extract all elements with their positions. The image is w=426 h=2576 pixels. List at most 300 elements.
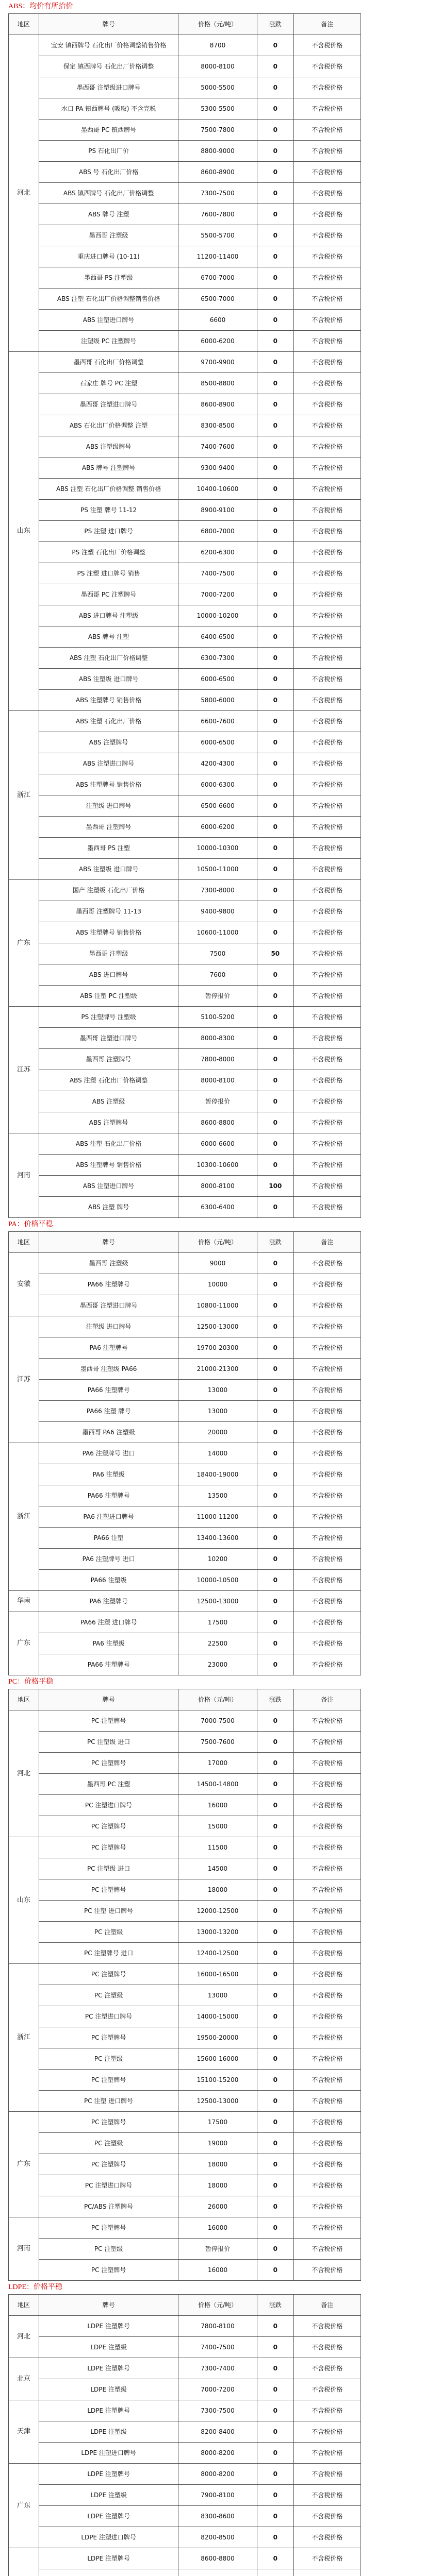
change-cell: 0: [257, 2239, 293, 2260]
price-cell: 23000: [178, 1654, 257, 1675]
note-cell: 不含税价格: [293, 648, 361, 669]
change-cell: 0: [257, 98, 293, 120]
note-cell: 不含税价格: [293, 1795, 361, 1816]
product-cell: ABS 注塑牌号 销售价格: [39, 774, 178, 795]
price-cell: 8500-8800: [178, 373, 257, 394]
note-cell: 不含税价格: [293, 2464, 361, 2485]
product-cell: PC 注塑牌号: [39, 2112, 178, 2133]
table-row: [9, 1070, 361, 1091]
change-cell: 0: [257, 2400, 293, 2421]
table-row: [9, 1901, 361, 1922]
note-cell: 不含税价格: [293, 859, 361, 880]
note-cell: 不含税价格: [293, 1816, 361, 1837]
note-cell: 不含税价格: [293, 2337, 361, 2358]
note-cell: 不含税价格: [293, 774, 361, 795]
section: [0, 0, 426, 1218]
price-cell: 12000-12500: [178, 1901, 257, 1922]
note-cell: 不含税价格: [293, 2196, 361, 2217]
change-cell: 0: [257, 162, 293, 183]
product-cell: PA66 注塑: [39, 1528, 178, 1549]
product-cell: PC 注塑牌号: [39, 1964, 178, 1985]
product-cell: PC 注塑级: [39, 1922, 178, 1943]
change-cell: 0: [257, 774, 293, 795]
product-cell: PS 注塑 石化出厂价格调整: [39, 542, 178, 563]
product-cell: PC 注塑级: [39, 1985, 178, 2006]
note-cell: 不含税价格: [293, 1858, 361, 1879]
change-cell: 0: [257, 373, 293, 394]
change-cell: 0: [257, 648, 293, 669]
price-cell: 20000: [178, 1422, 257, 1443]
product-cell: 保定 镇西牌号 石化出厂价格调整: [39, 56, 178, 77]
note-cell: 不含税价格: [293, 35, 361, 56]
section: [0, 1675, 426, 2281]
change-cell: 0: [257, 246, 293, 267]
price-table: [8, 2294, 361, 2576]
note-cell: 不含税价格: [293, 1464, 361, 1485]
column-header-product: 牌号: [39, 14, 178, 35]
product-cell: PS 石化出厂价: [39, 141, 178, 162]
table-row: [9, 1528, 361, 1549]
table-row: [9, 310, 361, 331]
price-cell: 6300-6400: [178, 1197, 257, 1218]
section: [0, 2281, 426, 2576]
note-cell: 不含税价格: [293, 500, 361, 521]
change-cell: 0: [257, 922, 293, 943]
note-cell: 不含税价格: [293, 1485, 361, 1506]
table-row: [9, 2337, 361, 2358]
price-cell: 8600-8800: [178, 1112, 257, 1133]
note-cell: 不含税价格: [293, 373, 361, 394]
table-row: [9, 1091, 361, 1112]
note-cell: 不含税价格: [293, 542, 361, 563]
price-cell: 8000-8100: [178, 56, 257, 77]
product-cell: PC 注塑牌号: [39, 2260, 178, 2281]
product-cell: ABS 注塑进口牌号: [39, 1176, 178, 1197]
column-header-change: 涨跌: [257, 2295, 293, 2316]
product-cell: PC 注塑进口牌号: [39, 2175, 178, 2196]
change-cell: 0: [257, 35, 293, 56]
note-cell: 不含税价格: [293, 584, 361, 605]
column-header-product: 牌号: [39, 1689, 178, 1710]
product-cell: PC 注塑牌号: [39, 1710, 178, 1732]
product-cell: ABS 牌号 注塑: [39, 204, 178, 225]
product-cell: ABS 进口牌号 注塑级: [39, 605, 178, 626]
product-cell: LDPE 注塑进口牌号: [39, 2443, 178, 2464]
price-cell: 10000-10300: [178, 838, 257, 859]
table-row: [9, 1028, 361, 1049]
price-cell: 26000: [178, 2196, 257, 2217]
product-cell: ABS 注塑进口牌号: [39, 310, 178, 331]
change-cell: 0: [257, 2527, 293, 2548]
column-header-note: 备注: [293, 1689, 361, 1710]
product-cell: PC 注塑级: [39, 2239, 178, 2260]
product-cell: 重庆进口牌号 (10-11): [39, 246, 178, 267]
table-row: [9, 669, 361, 690]
table-row: [9, 1879, 361, 1901]
table-row: [9, 204, 361, 225]
price-cell: 19500-20000: [178, 2027, 257, 2048]
note-cell: 不含税价格: [293, 1443, 361, 1464]
product-cell: 注塑级 PC 注塑牌号: [39, 331, 178, 352]
change-cell: 0: [257, 1316, 293, 1337]
change-cell: 0: [257, 1858, 293, 1879]
change-cell: 0: [257, 859, 293, 880]
product-cell: PA6 注塑级: [39, 1633, 178, 1654]
price-cell: 8200-8400: [178, 2421, 257, 2443]
table-row: [9, 373, 361, 394]
price-cell: 6300-7300: [178, 648, 257, 669]
product-cell: PC 注塑牌号: [39, 2027, 178, 2048]
price-cell: 17500: [178, 2112, 257, 2133]
note-cell: 不含税价格: [293, 1337, 361, 1359]
product-cell: ABS 注塑 石化出厂价格: [39, 711, 178, 732]
price-cell: 21000-21300: [178, 1359, 257, 1380]
note-cell: 不含税价格: [293, 986, 361, 1007]
note-cell: 不含税价格: [293, 1753, 361, 1774]
price-cell: 9000: [178, 1253, 257, 1274]
section: [0, 1218, 426, 1675]
table-row: [9, 690, 361, 711]
note-cell: 不含税价格: [293, 457, 361, 479]
table-row: [9, 2485, 361, 2506]
note-cell: 不含税价格: [293, 394, 361, 415]
product-cell: 墨西哥 注塑级进口牌号: [39, 77, 178, 98]
table-row: [9, 141, 361, 162]
table-row: [9, 2112, 361, 2133]
table-row: [9, 1485, 361, 1506]
price-cell: 18000: [178, 2154, 257, 2175]
table-row: [9, 2443, 361, 2464]
change-cell: 0: [257, 500, 293, 521]
region-cell: 江苏: [9, 1316, 39, 1443]
product-cell: LDPE 注塑级: [39, 2337, 178, 2358]
product-cell: ABS 注塑 牌号: [39, 1197, 178, 1218]
table-row: [9, 183, 361, 204]
change-cell: 0: [257, 1197, 293, 1218]
note-cell: 不含税价格: [293, 120, 361, 141]
product-cell: PA66 注塑牌号: [39, 1380, 178, 1401]
change-cell: 0: [257, 1380, 293, 1401]
price-cell: 14000: [178, 1443, 257, 1464]
table-row: [9, 1710, 361, 1732]
note-cell: 不含税价格: [293, 225, 361, 246]
product-cell: 墨西哥 注塑牌号 11-13: [39, 901, 178, 922]
price-cell: 6000-6600: [178, 1133, 257, 1155]
note-cell: 不含税价格: [293, 605, 361, 626]
price-cell: 7500-7600: [178, 1732, 257, 1753]
column-header-price: 价格（元/吨）: [178, 2295, 257, 2316]
product-cell: LDPE 注塑级: [39, 2379, 178, 2400]
note-cell: 不含税价格: [293, 1295, 361, 1316]
note-cell: 不含税价格: [293, 267, 361, 289]
note-cell: 不含税价格: [293, 77, 361, 98]
note-cell: 不含税价格: [293, 2379, 361, 2400]
price-cell: 7400-7500: [178, 563, 257, 584]
note-cell: 不含税价格: [293, 1654, 361, 1675]
price-cell: 7500-7800: [178, 120, 257, 141]
table-row: [9, 1943, 361, 1964]
table-row: [9, 880, 361, 901]
product-cell: ABS 号 石化出厂价格: [39, 162, 178, 183]
price-cell: 10000-10500: [178, 1570, 257, 1591]
product-cell: PS 注塑牌号 注塑级: [39, 1007, 178, 1028]
product-cell: [39, 2569, 178, 2576]
region-cell: 浙江: [9, 711, 39, 880]
table-row: [9, 964, 361, 986]
product-cell: 墨西哥 注塑进口牌号: [39, 1295, 178, 1316]
column-header-product: 牌号: [39, 1232, 178, 1253]
change-cell: 0: [257, 1654, 293, 1675]
price-cell: 11000-11200: [178, 1506, 257, 1528]
price-cell: 8800-9000: [178, 141, 257, 162]
product-cell: ABS 注塑牌号 销售价格: [39, 922, 178, 943]
change-cell: 0: [257, 1795, 293, 1816]
note-cell: 不含税价格: [293, 436, 361, 457]
table-row: [9, 922, 361, 943]
table-row: [9, 479, 361, 500]
price-cell: 7300-8000: [178, 880, 257, 901]
column-header-price: 价格（元/吨）: [178, 1232, 257, 1253]
note-cell: 不含税价格: [293, 2548, 361, 2569]
table-row: [9, 605, 361, 626]
change-cell: 0: [257, 1922, 293, 1943]
product-cell: PA6 注塑牌号: [39, 1591, 178, 1612]
product-cell: LDPE 注塑牌号: [39, 2506, 178, 2527]
change-cell: 0: [257, 1464, 293, 1485]
change-cell: 0: [257, 457, 293, 479]
section-title: LDPE：价格平稳: [8, 2283, 62, 2291]
price-cell: 22500: [178, 1633, 257, 1654]
change-cell: 0: [257, 2337, 293, 2358]
table-row: [9, 352, 361, 373]
note-cell: 不含税价格: [293, 331, 361, 352]
note-cell: 不含税价格: [293, 1007, 361, 1028]
change-cell: 0: [257, 1837, 293, 1858]
note-cell: 不含税价格: [293, 1049, 361, 1070]
product-cell: PC 注塑牌号: [39, 1879, 178, 1901]
product-cell: PS 注塑 进口牌号 销售: [39, 563, 178, 584]
product-cell: PC 注塑级: [39, 2133, 178, 2154]
change-cell: 0: [257, 901, 293, 922]
change-cell: 0: [257, 2485, 293, 2506]
note-cell: [293, 2569, 361, 2576]
change-cell: 0: [257, 2027, 293, 2048]
region-cell: 浙江: [9, 1964, 39, 2112]
change-cell: 0: [257, 1774, 293, 1795]
table-row: [9, 289, 361, 310]
table-row: [9, 331, 361, 352]
price-cell: 17500: [178, 1612, 257, 1633]
product-cell: LDPE 注塑牌号: [39, 2316, 178, 2337]
price-cell: 14500: [178, 1858, 257, 1879]
table-row: [9, 1112, 361, 1133]
product-cell: 墨西哥 注塑级: [39, 943, 178, 964]
change-cell: 0: [257, 1710, 293, 1732]
product-cell: PC 注塑进口牌号: [39, 2006, 178, 2027]
price-cell: 8300-8500: [178, 415, 257, 436]
note-cell: 不含税价格: [293, 289, 361, 310]
table-row: [9, 394, 361, 415]
table-row: [9, 2027, 361, 2048]
table-row: [9, 2506, 361, 2527]
product-cell: 墨西哥 PC 注塑牌号: [39, 584, 178, 605]
product-cell: PC 注塑 进口牌号: [39, 1901, 178, 1922]
change-cell: 0: [257, 436, 293, 457]
change-cell: 0: [257, 2421, 293, 2443]
price-cell: 6200-6300: [178, 542, 257, 563]
table-row: [9, 1816, 361, 1837]
price-cell: 13000: [178, 1985, 257, 2006]
product-cell: ABS 注塑牌号 销售价格: [39, 690, 178, 711]
table-row: [9, 753, 361, 774]
product-cell: LDPE 注塑牌号: [39, 2400, 178, 2421]
change-cell: 0: [257, 1070, 293, 1091]
price-cell: 暂停报价: [178, 986, 257, 1007]
price-cell: 16000: [178, 1795, 257, 1816]
note-cell: 不含税价格: [293, 1612, 361, 1633]
product-cell: 水口 PA 镇西牌号 (吸取) 不含完税: [39, 98, 178, 120]
product-cell: PC 注塑 进口牌号: [39, 2091, 178, 2112]
note-cell: 不含税价格: [293, 1985, 361, 2006]
change-cell: 0: [257, 669, 293, 690]
note-cell: 不含税价格: [293, 1837, 361, 1858]
price-cell: 13000-13200: [178, 1922, 257, 1943]
note-cell: 不含税价格: [293, 563, 361, 584]
region-cell: 河南: [9, 2217, 39, 2281]
note-cell: 不含税价格: [293, 1253, 361, 1274]
note-cell: 不含税价格: [293, 98, 361, 120]
table-row: [9, 1443, 361, 1464]
product-cell: PA66 注塑牌号: [39, 1654, 178, 1675]
table-row: [9, 626, 361, 648]
product-cell: PC 注塑牌号: [39, 1816, 178, 1837]
price-cell: 8600-8800: [178, 2548, 257, 2569]
product-cell: PC 注塑牌号: [39, 2154, 178, 2175]
note-cell: 不含税价格: [293, 2133, 361, 2154]
change-cell: 0: [257, 310, 293, 331]
section-title: PA：价格平稳: [8, 1221, 53, 1228]
column-header-region: 地区: [9, 2295, 39, 2316]
table-row: [9, 838, 361, 859]
note-cell: 不含税价格: [293, 2485, 361, 2506]
change-cell: 0: [257, 2316, 293, 2337]
change-cell: 0: [257, 1359, 293, 1380]
table-row: [9, 1591, 361, 1612]
change-cell: 0: [257, 2464, 293, 2485]
note-cell: 不含税价格: [293, 1506, 361, 1528]
change-cell: 0: [257, 1485, 293, 1506]
table-row: [9, 986, 361, 1007]
region-cell: 安徽: [9, 1253, 39, 1316]
note-cell: 不含税价格: [293, 2506, 361, 2527]
price-cell: 5000-5500: [178, 77, 257, 98]
table-row: [9, 1774, 361, 1795]
price-cell: 6500-7000: [178, 289, 257, 310]
note-cell: 不含税价格: [293, 1570, 361, 1591]
product-cell: 宝安 镇西牌号 石化出厂价格调整销售价格: [39, 35, 178, 56]
table-row: [9, 436, 361, 457]
price-cell: 8700: [178, 35, 257, 56]
column-header-product: 牌号: [39, 2295, 178, 2316]
product-cell: PS 注塑 进口牌号: [39, 521, 178, 542]
product-cell: ABS 进口牌号: [39, 964, 178, 986]
note-cell: 不含税价格: [293, 2154, 361, 2175]
product-cell: PS 注塑 牌号 11-12: [39, 500, 178, 521]
change-cell: 0: [257, 2070, 293, 2091]
product-cell: 墨西哥 注塑级 PA66: [39, 1359, 178, 1380]
product-cell: LDPE 注塑级: [39, 2421, 178, 2443]
note-cell: 不含税价格: [293, 352, 361, 373]
table-row: [9, 415, 361, 436]
product-cell: PA6 注塑牌号 进口: [39, 1443, 178, 1464]
region-cell: 山东: [9, 352, 39, 711]
table-row: [9, 943, 361, 964]
table-row: [9, 711, 361, 732]
price-cell: 7600-7800: [178, 204, 257, 225]
change-cell: 0: [257, 732, 293, 753]
price-cell: 7800-8000: [178, 1049, 257, 1070]
price-cell: 10000: [178, 1274, 257, 1295]
change-cell: 0: [257, 1295, 293, 1316]
table-row: [9, 2400, 361, 2421]
change-cell: 0: [257, 331, 293, 352]
table-row: [9, 901, 361, 922]
price-cell: 6000-6300: [178, 774, 257, 795]
price-cell: 16000: [178, 2217, 257, 2239]
table-row: [9, 1549, 361, 1570]
change-cell: 0: [257, 880, 293, 901]
region-cell: 河北: [9, 1710, 39, 1837]
price-cell: 10000-10200: [178, 605, 257, 626]
region-cell: 浙江: [9, 1443, 39, 1591]
table-row: [9, 1753, 361, 1774]
table-row: [9, 2091, 361, 2112]
price-cell: 7000-7200: [178, 2379, 257, 2400]
table-row: [9, 1253, 361, 1274]
product-cell: PA66 注塑牌号: [39, 1485, 178, 1506]
price-cell: 14500-14800: [178, 1774, 257, 1795]
change-cell: 0: [257, 795, 293, 817]
product-cell: ABS 注塑牌号 销售价格: [39, 1155, 178, 1176]
change-cell: 0: [257, 2379, 293, 2400]
change-cell: 0: [257, 56, 293, 77]
change-cell: 0: [257, 394, 293, 415]
price-cell: 7500: [178, 943, 257, 964]
price-cell: 12500-13000: [178, 2091, 257, 2112]
change-cell: 0: [257, 1443, 293, 1464]
price-cell: 5800-6000: [178, 690, 257, 711]
table-row: [9, 648, 361, 669]
note-cell: 不含税价格: [293, 1922, 361, 1943]
note-cell: 不含税价格: [293, 1380, 361, 1401]
price-cell: 9300-9400: [178, 457, 257, 479]
price-cell: 12500-13000: [178, 1316, 257, 1337]
price-cell: 7600: [178, 964, 257, 986]
note-cell: 不含税价格: [293, 690, 361, 711]
table-row: [9, 267, 361, 289]
price-cell: 15600-16000: [178, 2048, 257, 2070]
change-cell: 0: [257, 986, 293, 1007]
note-cell: 不含税价格: [293, 1901, 361, 1922]
change-cell: 0: [257, 2443, 293, 2464]
note-cell: 不含税价格: [293, 1633, 361, 1654]
region-cell: 北京: [9, 2358, 39, 2400]
price-table: [8, 1689, 361, 2281]
table-row: [9, 1049, 361, 1070]
price-cell: 11500: [178, 1837, 257, 1858]
change-cell: 0: [257, 711, 293, 732]
price-cell: 13400-13600: [178, 1528, 257, 1549]
